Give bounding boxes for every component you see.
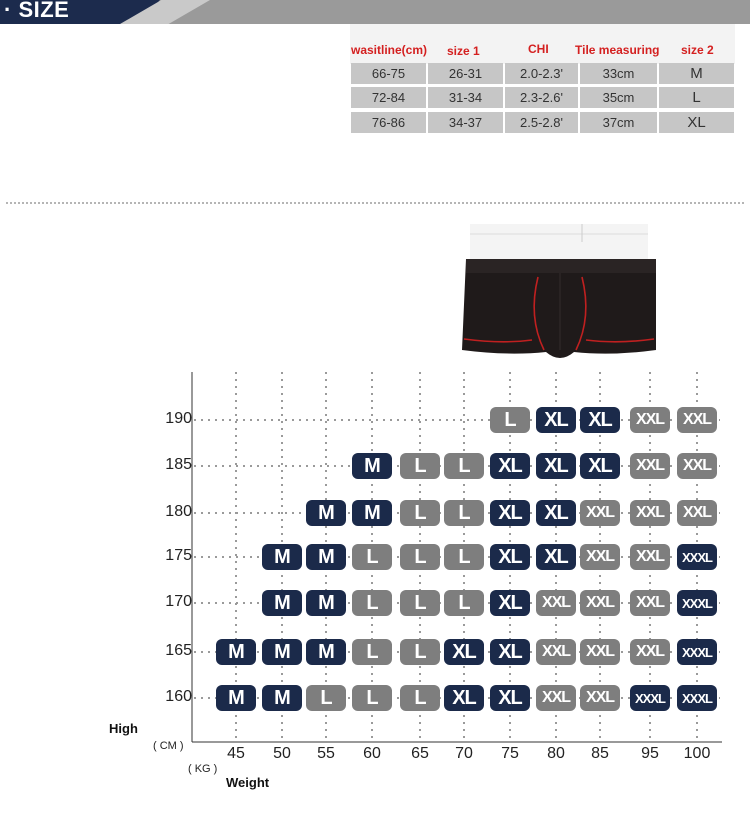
size-badge: L (490, 407, 530, 433)
y-axis-unit: ( CM ) (153, 740, 184, 752)
table-cell: 37cm (580, 112, 657, 133)
y-tick-label: 160 (165, 688, 192, 705)
size-badge: XL (490, 590, 530, 616)
y-tick-label: 170 (165, 593, 192, 610)
size-badge: L (400, 685, 440, 711)
size-badge: XXL (677, 453, 717, 479)
size-badge: M (352, 500, 392, 526)
size-badge: XXL (580, 639, 620, 665)
size-badge: XL (444, 639, 484, 665)
x-tick-label: 50 (273, 745, 291, 762)
size-badge: M (306, 590, 346, 616)
table-cell: M (659, 63, 734, 84)
table-cell: 2.0-2.3' (505, 63, 578, 84)
size-badge: L (352, 685, 392, 711)
table-cell: 66-75 (351, 63, 426, 84)
size-badge: XXXL (677, 639, 717, 665)
size-badge: L (352, 590, 392, 616)
x-tick-label: 100 (683, 745, 711, 762)
page-title: · SIZE (4, 0, 70, 22)
size-badge: M (306, 639, 346, 665)
size-badge: XXL (536, 639, 576, 665)
size-badge: L (444, 544, 484, 570)
size-badge: M (262, 590, 302, 616)
size-badge: XXL (536, 685, 576, 711)
size-badge: XL (490, 453, 530, 479)
size-badge: XL (580, 453, 620, 479)
size-badge: XXXL (630, 685, 670, 711)
x-tick-label: 85 (591, 745, 609, 762)
size-badge: L (444, 590, 484, 616)
table-header-size2: size 2 (681, 43, 714, 57)
size-badge: L (444, 453, 484, 479)
size-badge: XXL (630, 500, 670, 526)
size-badge: XL (490, 685, 530, 711)
y-axis-title: High (109, 721, 138, 736)
size-badge: M (306, 500, 346, 526)
size-badge: XXL (630, 544, 670, 570)
x-tick-label: 70 (455, 745, 473, 762)
size-badge: XL (536, 500, 576, 526)
table-cell: 26-31 (428, 63, 503, 84)
size-badge: XXL (677, 407, 717, 433)
size-badge: M (216, 639, 256, 665)
x-tick-label: 95 (641, 745, 659, 762)
size-badge: L (400, 544, 440, 570)
size-badge: M (352, 453, 392, 479)
size-badge: M (216, 685, 256, 711)
x-tick-label: 75 (501, 745, 519, 762)
table-cell: 2.3-2.6' (505, 87, 578, 108)
size-badge: XXL (630, 590, 670, 616)
size-badge: XL (580, 407, 620, 433)
size-badge: XL (490, 639, 530, 665)
size-badge: XL (490, 500, 530, 526)
table-header-size1: size 1 (447, 44, 480, 58)
size-badge: L (400, 639, 440, 665)
size-badge: L (400, 590, 440, 616)
size-badge: L (400, 453, 440, 479)
size-badge: L (352, 544, 392, 570)
table-cell: L (659, 87, 734, 108)
y-tick-label: 175 (165, 547, 192, 564)
x-tick-label: 80 (547, 745, 565, 762)
x-tick-label: 55 (317, 745, 335, 762)
y-tick-label: 185 (165, 456, 192, 473)
size-badge: M (306, 544, 346, 570)
size-badge: XXL (630, 407, 670, 433)
size-badge: M (262, 685, 302, 711)
size-badge: XXL (630, 639, 670, 665)
size-badge: L (352, 639, 392, 665)
size-badge: L (306, 685, 346, 711)
y-tick-label: 190 (165, 410, 192, 427)
size-badge: XXXL (677, 544, 717, 570)
y-tick-label: 180 (165, 503, 192, 520)
table-cell: XL (659, 112, 734, 133)
size-badge: XXL (630, 453, 670, 479)
size-badge: XL (490, 544, 530, 570)
size-badge: XXL (580, 590, 620, 616)
table-header-chi: CHI (528, 42, 549, 56)
x-tick-label: 45 (227, 745, 245, 762)
x-axis-unit: ( KG ) (188, 763, 218, 775)
size-badge: XXL (580, 500, 620, 526)
size-badge: XXL (536, 590, 576, 616)
size-badge: XXL (677, 500, 717, 526)
table-header-waistline: wasitline(cm) (351, 43, 428, 57)
table-cell: 34-37 (428, 112, 503, 133)
table-cell: 33cm (580, 63, 657, 84)
size-badge: M (262, 544, 302, 570)
size-badge: XXL (580, 685, 620, 711)
table-cell: 2.5-2.8' (505, 112, 578, 133)
size-badge: XXXL (677, 590, 717, 616)
x-axis-title: Weight (226, 775, 270, 790)
table-cell: 35cm (580, 87, 657, 108)
y-tick-label: 165 (165, 642, 192, 659)
size-badge: M (262, 639, 302, 665)
size-badge: XXXL (677, 685, 717, 711)
size-badge: XL (444, 685, 484, 711)
size-badge: L (444, 500, 484, 526)
size-badge: XXL (580, 544, 620, 570)
size-badge: L (400, 500, 440, 526)
size-badge: XL (536, 407, 576, 433)
table-header-tile-measuring: Tile measuring (575, 43, 660, 57)
table-cell: 76-86 (351, 112, 426, 133)
table-cell: 31-34 (428, 87, 503, 108)
size-badge: XL (536, 453, 576, 479)
table-cell: 72-84 (351, 87, 426, 108)
x-tick-label: 65 (411, 745, 429, 762)
size-badge: XL (536, 544, 576, 570)
x-tick-label: 60 (363, 745, 381, 762)
